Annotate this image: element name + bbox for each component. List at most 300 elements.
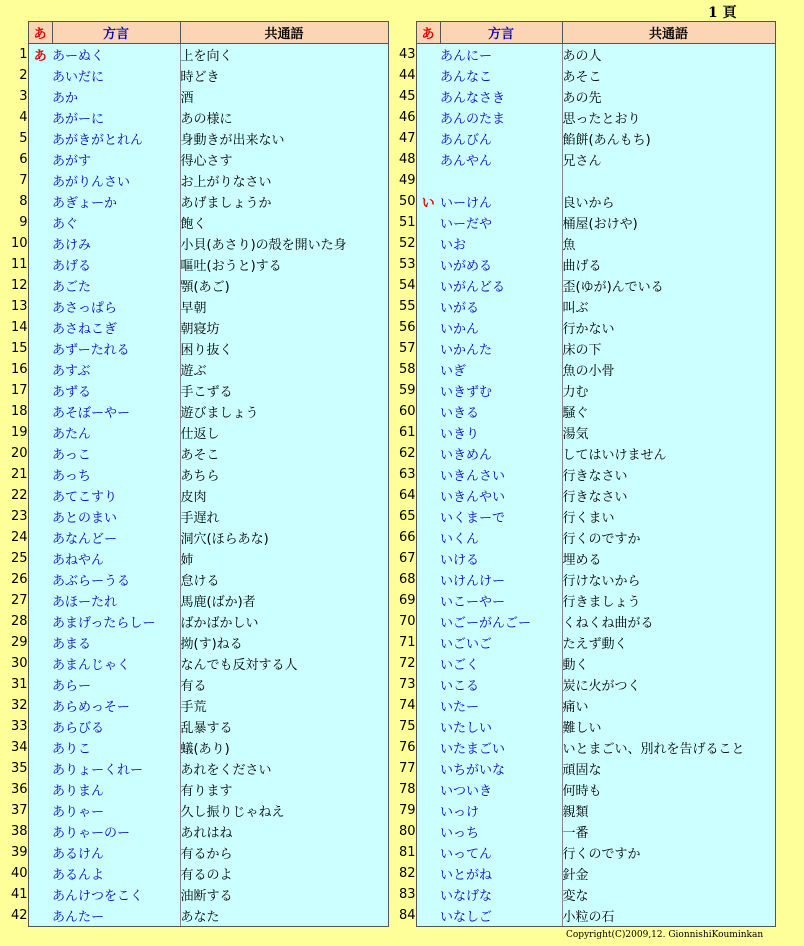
initial-cell xyxy=(28,737,52,758)
standard-cell: 小貝(あさり)の殻を開いた身 xyxy=(180,233,388,254)
dialect-cell: あるけん xyxy=(52,842,180,863)
row-number: 37 xyxy=(0,800,28,821)
row-number: 11 xyxy=(0,254,28,275)
dialect-cell: あーぬく xyxy=(52,44,180,66)
standard-cell: 怠ける xyxy=(180,569,388,590)
row-number: 29 xyxy=(0,632,28,653)
row-number: 67 xyxy=(390,548,416,569)
row-number: 30 xyxy=(0,653,28,674)
standard-cell xyxy=(562,170,775,191)
row-number: 51 xyxy=(390,212,416,233)
initial-cell xyxy=(416,422,440,443)
dialect-cell: いこる xyxy=(440,674,562,695)
table-row xyxy=(0,905,388,927)
dialect-cell: いごく xyxy=(440,653,562,674)
table-row xyxy=(390,170,775,191)
initial-cell xyxy=(416,107,440,128)
standard-cell: お上がりなさい xyxy=(180,170,388,191)
initial-cell xyxy=(416,632,440,653)
dialect-cell: いお xyxy=(440,233,562,254)
standard-cell: あなた xyxy=(180,905,388,927)
initial-cell xyxy=(416,128,440,149)
dialect-cell: いっち xyxy=(440,821,562,842)
table-row xyxy=(0,296,388,317)
row-number: 20 xyxy=(0,443,28,464)
dialect-cell: あか xyxy=(52,86,180,107)
dialect-cell: いたまごい xyxy=(440,737,562,758)
initial-cell xyxy=(416,905,440,927)
row-number: 76 xyxy=(390,737,416,758)
row-number: 39 xyxy=(0,842,28,863)
dialect-cell: あっち xyxy=(52,464,180,485)
initial-cell xyxy=(28,569,52,590)
row-number: 78 xyxy=(390,779,416,800)
table-row xyxy=(0,275,388,296)
row-number: 33 xyxy=(0,716,28,737)
initial-cell xyxy=(28,128,52,149)
initial-cell xyxy=(416,821,440,842)
initial-cell xyxy=(28,779,52,800)
table-row xyxy=(0,380,388,401)
dialect-cell: いたしい xyxy=(440,716,562,737)
row-number: 73 xyxy=(390,674,416,695)
table-row xyxy=(390,149,775,170)
table-row xyxy=(390,254,775,275)
row-number: 28 xyxy=(0,611,28,632)
table-row xyxy=(390,569,775,590)
dialect-cell: いーだや xyxy=(440,212,562,233)
dialect-cell: いたー xyxy=(440,695,562,716)
standard-cell: 得心さす xyxy=(180,149,388,170)
initial-cell xyxy=(416,464,440,485)
standard-cell: 曲げる xyxy=(562,254,775,275)
row-number: 22 xyxy=(0,485,28,506)
initial-cell xyxy=(28,149,52,170)
row-number: 4 xyxy=(0,107,28,128)
dialect-cell: ありまん xyxy=(52,779,180,800)
row-number: 1 xyxy=(0,44,28,66)
initial-cell xyxy=(416,317,440,338)
row-number: 13 xyxy=(0,296,28,317)
table-row xyxy=(0,779,388,800)
dialect-cell: あずる xyxy=(52,380,180,401)
row-number: 61 xyxy=(390,422,416,443)
standard-cell: 遊びましょう xyxy=(180,401,388,422)
table-row xyxy=(0,548,388,569)
standard-cell: 行くまい xyxy=(562,506,775,527)
standard-cell: 朝寝坊 xyxy=(180,317,388,338)
table-row xyxy=(390,653,775,674)
table-row xyxy=(390,296,775,317)
initial-cell xyxy=(28,170,52,191)
row-number: 71 xyxy=(390,632,416,653)
row-number: 32 xyxy=(0,695,28,716)
standard-cell: あそこ xyxy=(562,65,775,86)
standard-cell: 困り抜く xyxy=(180,338,388,359)
standard-cell: あの人 xyxy=(562,44,775,66)
dialect-cell: いきめん xyxy=(440,443,562,464)
table-row xyxy=(0,107,388,128)
table-row xyxy=(0,44,388,66)
table-row xyxy=(0,254,388,275)
row-number: 35 xyxy=(0,758,28,779)
dialect-cell: ありこ xyxy=(52,737,180,758)
table-row xyxy=(390,485,775,506)
row-number: 58 xyxy=(390,359,416,380)
dialect-cell: あんびん xyxy=(440,128,562,149)
table-row xyxy=(390,401,775,422)
standard-cell: 一番 xyxy=(562,821,775,842)
standard-cell: 行くのですか xyxy=(562,842,775,863)
table-row xyxy=(390,758,775,779)
standard-cell: 変な xyxy=(562,884,775,905)
standard-cell: 身動きが出来ない xyxy=(180,128,388,149)
row-number: 16 xyxy=(0,359,28,380)
table-row xyxy=(390,779,775,800)
table-row xyxy=(0,758,388,779)
table-row xyxy=(390,86,775,107)
standard-cell: 良いから xyxy=(562,191,775,212)
table-row xyxy=(0,65,388,86)
table-row xyxy=(390,737,775,758)
dialect-cell: あぐ xyxy=(52,212,180,233)
initial-cell xyxy=(416,779,440,800)
standard-cell: 行きなさい xyxy=(562,485,775,506)
standard-cell: 馬鹿(ばか)者 xyxy=(180,590,388,611)
initial-cell xyxy=(28,716,52,737)
table-row xyxy=(390,674,775,695)
dialect-cell: あいだに xyxy=(52,65,180,86)
standard-cell: 餡餅(あんもち) xyxy=(562,128,775,149)
table-row xyxy=(390,275,775,296)
row-number: 21 xyxy=(0,464,28,485)
initial-cell xyxy=(28,380,52,401)
row-number: 79 xyxy=(390,800,416,821)
dialect-cell: あがりんさい xyxy=(52,170,180,191)
standard-cell: 飽く xyxy=(180,212,388,233)
initial-cell: あ xyxy=(28,44,52,66)
table-row xyxy=(0,317,388,338)
standard-cell: 歪(ゆが)んでいる xyxy=(562,275,775,296)
dialect-cell: いくまーで xyxy=(440,506,562,527)
table-row xyxy=(0,485,388,506)
row-number: 17 xyxy=(0,380,28,401)
standard-cell: 久し振りじゃねえ xyxy=(180,800,388,821)
standard-cell: 思ったとおり xyxy=(562,107,775,128)
table-row xyxy=(0,569,388,590)
table-row xyxy=(0,800,388,821)
table-row xyxy=(390,884,775,905)
row-number: 55 xyxy=(390,296,416,317)
row-number: 36 xyxy=(0,779,28,800)
table-row xyxy=(390,548,775,569)
row-number: 82 xyxy=(390,863,416,884)
standard-cell: 嘔吐(おうと)する xyxy=(180,254,388,275)
standard-cell: 有るのよ xyxy=(180,863,388,884)
standard-cell: 手こずる xyxy=(180,380,388,401)
initial-cell xyxy=(416,254,440,275)
dialect-cell: あなんどー xyxy=(52,527,180,548)
dialect-cell: あんなこ xyxy=(440,65,562,86)
initial-cell xyxy=(416,548,440,569)
dialect-cell: いきる xyxy=(440,401,562,422)
standard-cell: 炭に火がつく xyxy=(562,674,775,695)
initial-cell xyxy=(28,233,52,254)
table-row xyxy=(390,443,775,464)
dialect-table-right xyxy=(390,21,776,927)
table-row xyxy=(390,800,775,821)
table-row xyxy=(0,716,388,737)
row-number: 80 xyxy=(390,821,416,842)
standard-cell: 蟻(あり) xyxy=(180,737,388,758)
standard-cell: 行くのですか xyxy=(562,527,775,548)
standard-cell: 叫ぶ xyxy=(562,296,775,317)
row-number: 41 xyxy=(0,884,28,905)
initial-cell xyxy=(416,527,440,548)
standard-cell: 動く xyxy=(562,653,775,674)
dialect-column-header: 方言 xyxy=(440,22,562,44)
dialect-cell: いなしご xyxy=(440,905,562,927)
table-row xyxy=(390,863,775,884)
table-row xyxy=(0,191,388,212)
row-number-header xyxy=(390,22,416,44)
initial-cell xyxy=(416,695,440,716)
standard-cell: 顎(あご) xyxy=(180,275,388,296)
initial-cell xyxy=(416,275,440,296)
table-row xyxy=(0,212,388,233)
table-row xyxy=(0,464,388,485)
initial-cell xyxy=(416,611,440,632)
standard-cell: 兄さん xyxy=(562,149,775,170)
initial-cell xyxy=(416,443,440,464)
table-row xyxy=(390,632,775,653)
table-row xyxy=(0,506,388,527)
standard-cell: 針金 xyxy=(562,863,775,884)
initial-cell xyxy=(28,548,52,569)
table-row xyxy=(0,338,388,359)
table-row xyxy=(390,212,775,233)
dialect-cell: あらびる xyxy=(52,716,180,737)
table-row xyxy=(390,842,775,863)
initial-column-header: あ xyxy=(28,22,52,44)
dialect-cell: いきんやい xyxy=(440,485,562,506)
row-number: 81 xyxy=(390,842,416,863)
standard-cell: 遊ぶ xyxy=(180,359,388,380)
initial-cell xyxy=(416,401,440,422)
standard-cell: 油断する xyxy=(180,884,388,905)
table-row xyxy=(0,443,388,464)
dialect-cell: いかんた xyxy=(440,338,562,359)
dialect-cell: いなげな xyxy=(440,884,562,905)
row-number: 14 xyxy=(0,317,28,338)
initial-cell xyxy=(28,863,52,884)
initial-cell xyxy=(416,170,440,191)
table-row xyxy=(0,737,388,758)
initial-cell xyxy=(416,380,440,401)
dialect-cell: あんのたま xyxy=(440,107,562,128)
dialect-cell: いごーがんごー xyxy=(440,611,562,632)
dialect-cell: あがす xyxy=(52,149,180,170)
row-number: 56 xyxy=(390,317,416,338)
standard-cell: 上を向く xyxy=(180,44,388,66)
table-row xyxy=(0,233,388,254)
initial-cell xyxy=(28,191,52,212)
row-number: 66 xyxy=(390,527,416,548)
dialect-cell: ありゃーのー xyxy=(52,821,180,842)
dialect-cell: あそぼーやー xyxy=(52,401,180,422)
initial-cell xyxy=(416,338,440,359)
standard-cell: 床の下 xyxy=(562,338,775,359)
row-number: 69 xyxy=(390,590,416,611)
initial-cell xyxy=(28,674,52,695)
table-row xyxy=(390,338,775,359)
table-row xyxy=(0,842,388,863)
row-number: 9 xyxy=(0,212,28,233)
row-number: 3 xyxy=(0,86,28,107)
standard-cell: あの様に xyxy=(180,107,388,128)
table-header-row xyxy=(0,22,388,44)
table-row xyxy=(0,695,388,716)
dialect-cell xyxy=(440,170,562,191)
initial-cell xyxy=(416,212,440,233)
table-row xyxy=(390,317,775,338)
dialect-cell: あさねこぎ xyxy=(52,317,180,338)
dialect-cell: いきずむ xyxy=(440,380,562,401)
standard-cell: 手荒 xyxy=(180,695,388,716)
dialect-cell: あげる xyxy=(52,254,180,275)
dialect-cell: いきんさい xyxy=(440,464,562,485)
standard-cell: 皮肉 xyxy=(180,485,388,506)
row-number: 52 xyxy=(390,233,416,254)
standard-cell: 行きましょう xyxy=(562,590,775,611)
row-number: 38 xyxy=(0,821,28,842)
standard-cell: 何時も xyxy=(562,779,775,800)
dialect-cell: あずーたれる xyxy=(52,338,180,359)
dialect-cell: あまんじゃく xyxy=(52,653,180,674)
table-row xyxy=(390,905,775,927)
dialect-cell: いがんどる xyxy=(440,275,562,296)
row-number: 54 xyxy=(390,275,416,296)
dialect-cell: あんたー xyxy=(52,905,180,927)
standard-cell: 乱暴する xyxy=(180,716,388,737)
initial-cell xyxy=(28,401,52,422)
standard-cell: 有るから xyxy=(180,842,388,863)
initial-cell xyxy=(28,317,52,338)
standard-cell: 行けないから xyxy=(562,569,775,590)
standard-cell: あれをください xyxy=(180,758,388,779)
dialect-cell: あぎょーか xyxy=(52,191,180,212)
row-number: 44 xyxy=(390,65,416,86)
dialect-cell: あけみ xyxy=(52,233,180,254)
dialect-cell: あほーたれ xyxy=(52,590,180,611)
standard-cell: 小粒の石 xyxy=(562,905,775,927)
standard-cell: 騒ぐ xyxy=(562,401,775,422)
initial-cell xyxy=(28,821,52,842)
table-row xyxy=(0,674,388,695)
table-row xyxy=(0,149,388,170)
initial-cell xyxy=(28,338,52,359)
initial-cell xyxy=(28,107,52,128)
dialect-cell: いかん xyxy=(440,317,562,338)
initial-cell xyxy=(416,359,440,380)
initial-cell xyxy=(28,359,52,380)
table-row xyxy=(390,65,775,86)
table-row xyxy=(390,380,775,401)
table-row xyxy=(390,695,775,716)
table-row xyxy=(0,863,388,884)
dialect-cell: あさっぱら xyxy=(52,296,180,317)
dialect-cell: あがーに xyxy=(52,107,180,128)
standard-cell: 親類 xyxy=(562,800,775,821)
standard-cell: 魚の小骨 xyxy=(562,359,775,380)
standard-cell: 行きなさい xyxy=(562,464,775,485)
dialect-table-left xyxy=(0,21,389,927)
table-row xyxy=(0,86,388,107)
table-row xyxy=(390,716,775,737)
standard-cell: 湯気 xyxy=(562,422,775,443)
row-number: 40 xyxy=(0,863,28,884)
standard-cell: あげましょうか xyxy=(180,191,388,212)
initial-cell xyxy=(28,611,52,632)
table-row xyxy=(0,884,388,905)
standard-column-header: 共通語 xyxy=(562,22,775,44)
row-number: 27 xyxy=(0,590,28,611)
right-table-panel xyxy=(390,21,776,927)
standard-cell: 難しい xyxy=(562,716,775,737)
row-number: 57 xyxy=(390,338,416,359)
initial-cell xyxy=(416,569,440,590)
dialect-cell: いごいご xyxy=(440,632,562,653)
row-number: 77 xyxy=(390,758,416,779)
initial-cell xyxy=(28,485,52,506)
standard-cell: 桶屋(おけや) xyxy=(562,212,775,233)
standard-cell: あの先 xyxy=(562,86,775,107)
initial-cell xyxy=(416,149,440,170)
standard-cell: ばかばかしい xyxy=(180,611,388,632)
standard-cell: 有ります xyxy=(180,779,388,800)
initial-cell xyxy=(28,758,52,779)
initial-cell xyxy=(416,506,440,527)
initial-cell: い xyxy=(416,191,440,212)
initial-cell xyxy=(28,212,52,233)
dialect-cell: いちがいな xyxy=(440,758,562,779)
row-number: 25 xyxy=(0,548,28,569)
standard-cell: 頑固な xyxy=(562,758,775,779)
standard-cell: 酒 xyxy=(180,86,388,107)
row-number: 19 xyxy=(0,422,28,443)
row-number: 18 xyxy=(0,401,28,422)
initial-cell xyxy=(28,653,52,674)
initial-cell xyxy=(28,842,52,863)
initial-cell xyxy=(416,296,440,317)
left-table-panel xyxy=(0,21,389,927)
row-number: 47 xyxy=(390,128,416,149)
row-number: 23 xyxy=(0,506,28,527)
dialect-cell: あねやん xyxy=(52,548,180,569)
row-number: 59 xyxy=(390,380,416,401)
standard-cell: 姉 xyxy=(180,548,388,569)
table-row xyxy=(390,44,775,66)
initial-cell xyxy=(416,653,440,674)
table-row xyxy=(390,359,775,380)
standard-cell: なんでも反対する人 xyxy=(180,653,388,674)
dialect-cell: いがる xyxy=(440,296,562,317)
initial-cell xyxy=(28,506,52,527)
table-row xyxy=(0,401,388,422)
initial-cell xyxy=(416,758,440,779)
table-row xyxy=(0,653,388,674)
initial-cell xyxy=(416,737,440,758)
